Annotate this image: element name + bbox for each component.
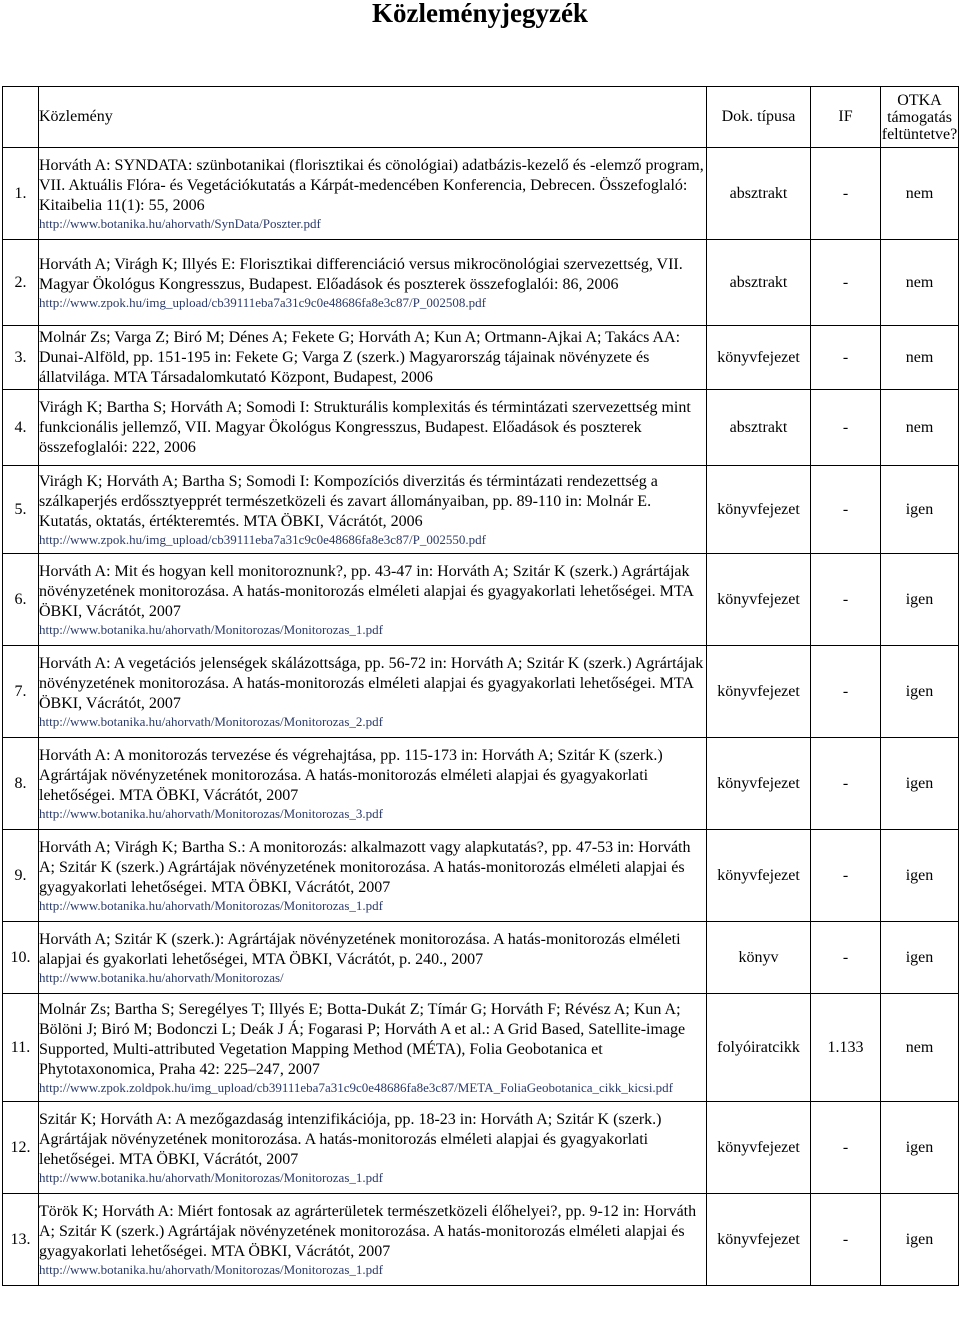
impact-factor-cell: - [811,738,881,830]
table-row [3,554,959,646]
impact-factor-cell: - [811,646,881,738]
publication-text: Virágh K; Bartha S; Horváth A; Somodi I: Strukturális komplexitás és términtázati szervezettség mint funkcionális jellemző, VII. Magyar Ökológus Kongresszus, Budapest. Előadások és poszterek összefoglalói: 222, 2006 [39,398,691,456]
otka-cell: nem [881,390,959,466]
header-publication: Közlemény [39,87,707,148]
impact-factor-cell: - [811,830,881,922]
row-number: 7. [3,646,39,738]
publication-link[interactable]: http://www.botanika.hu/ahorvath/Monitorozas/Monitorozas_1.pdf [39,621,383,637]
otka-cell: igen [881,1102,959,1194]
publication-cell [39,738,707,830]
header-num-cell [3,87,39,148]
table-row [3,466,959,554]
doc-type-cell: könyvfejezet [707,830,811,922]
publication-cell [39,994,707,1102]
table-row [3,830,959,922]
publication-cell [39,390,707,466]
otka-cell: igen [881,646,959,738]
impact-factor-cell: - [811,148,881,240]
publication-link[interactable]: http://www.zpok.hu/img_upload/cb39111eba7a31c9c0e48686fa8e3c87/P_002550.pdf [39,531,486,547]
table-row [3,240,959,326]
header-otka: OTKA támogatás feltüntetve? [881,87,959,148]
impact-factor-cell: - [811,240,881,326]
row-number: 13. [3,1194,39,1286]
impact-factor-cell: - [811,326,881,390]
header-if: IF [811,87,881,148]
doc-type-cell: könyvfejezet [707,646,811,738]
publication-text: Horváth A; Virágh K; Illyés E: Florisztikai differenciáció versus mikrocönológiai szervezettség, VII. Magyar Ökológus Kongresszus, Budapest. Előadások és poszterek összefoglalói: 86, 2006 [39,255,683,293]
impact-factor-cell: - [811,390,881,466]
impact-factor-cell: - [811,554,881,646]
publication-text: Virágh K; Horváth A; Bartha S; Somodi I: Kompozíciós diverzitás és términtázati rendezettség a szálkaperjés erdőssztyepprét természetközeli és zavart állományaiban, pp. 89-110 in: Molnár E. Kutatás, oktatás, értékteremtés. MTA ÖBKI, Vácrátót, 2006 [39,472,658,530]
row-number: 6. [3,554,39,646]
otka-cell: nem [881,148,959,240]
row-number: 1. [3,148,39,240]
doc-type-cell: absztrakt [707,148,811,240]
table-row [3,646,959,738]
publication-text: Horváth A: A vegetációs jelenségek skálázottsága, pp. 56-72 in: Horváth A; Szitár K (szerk.) Agrártájak növényzetének monitorozása. A hatás-monitorozás elméleti alapjai és gyagyakorlati lehetőségei. MTA ÖBKI, Vácrátót, 2007 [39,654,704,712]
publication-link[interactable]: http://www.botanika.hu/ahorvath/Monitorozas/Monitorozas_2.pdf [39,713,383,729]
publication-text: Horváth A; Virágh K; Bartha S.: A monitorozás: alkalmazott vagy alapkutatás?, pp. 47-53 in: Horváth A; Szitár K (szerk.) Agrártájak növényzetének monitorozása. A hatás-monitorozás elméleti alapjai és gyagyakorlati lehetőségei. MTA ÖBKI, Vácrátót, 2007 [39,838,691,896]
header-doc-type: Dok. típusa [707,87,811,148]
publication-text: Molnár Zs; Bartha S; Seregélyes T; Illyés E; Botta-Dukát Z; Tímár G; Horváth F; Révész A; Kun A; Bölöni J; Biró M; Bodonczi L; Deák J Á; Fogarasi P; Horváth A et al.: A Grid Based, Satellite-image Supported, Multi-attributed Vegetation Mapping Method (MÉTA), Folia Geobotanica et Phytotaxonomica, Praha 42: 225–247, 2007 [39,1000,686,1078]
impact-factor-cell: - [811,1194,881,1286]
row-number: 5. [3,466,39,554]
impact-factor-cell: - [811,922,881,994]
publication-cell [39,646,707,738]
otka-cell: nem [881,326,959,390]
row-number: 8. [3,738,39,830]
table-row [3,390,959,466]
publication-cell [39,1194,707,1286]
publication-text: Szitár K; Horváth A: A mezőgazdaság intenzifikációja, pp. 18-23 in: Horváth A; Szitár K (szerk.) Agrártájak növényzetének monitorozása. A hatás-monitorozás elméleti alapjai és gyagyakorlati lehetőségei. MTA ÖBKI, Vácrátót, 2007 [39,1110,662,1168]
publication-link[interactable]: http://www.zpok.hu/img_upload/cb39111eba7a31c9c0e48686fa8e3c87/P_002508.pdf [39,294,486,310]
otka-cell: igen [881,1194,959,1286]
publication-text: Molnár Zs; Varga Z; Biró M; Dénes A; Fekete G; Horváth A; Kun A; Ortmann-Ajkai A; Takács AA: Dunai-Alföld, pp. 151-195 in: Fekete G; Varga Z (szerk.) Magyarország tájainak növényzete és állatvilága. MTA Társadalomkutató Központ, Budapest, 2006 [39,328,681,386]
doc-type-cell: könyvfejezet [707,738,811,830]
row-number: 12. [3,1102,39,1194]
publication-text: Horváth A; Szitár K (szerk.): Agrártájak növényzetének monitorozása. A hatás-monitorozás elméleti alapjai és gyakorlati lehetőségei, MTA ÖBKI, Vácrátót, p. 240., 2007 [39,930,681,968]
publication-link[interactable]: http://www.botanika.hu/ahorvath/Monitorozas/Monitorozas_1.pdf [39,1169,383,1185]
table-row [3,148,959,240]
page-title: Közleményjegyzék [372,0,588,28]
publication-link[interactable]: http://www.zpok.zoldpok.hu/img_upload/cb39111eba7a31c9c0e48686fa8e3c87/META_FoliaGeobotanica_cikk_kicsi.pdf [39,1079,674,1095]
table-header-row [3,87,959,148]
publication-text: Horváth A: Mit és hogyan kell monitoroznunk?, pp. 43-47 in: Horváth A; Szitár K (szerk.) Agrártájak növényzetének monitorozása. A hatás-monitorozás elméleti alapjai és gyagyakorlati lehetőségei. MTA ÖBKI, Vácrátót, 2007 [39,562,694,620]
publication-link[interactable]: http://www.botanika.hu/ahorvath/Monitorozas/ [39,969,284,985]
doc-type-cell: könyvfejezet [707,554,811,646]
publication-cell [39,148,707,240]
publication-cell [39,1102,707,1194]
row-number: 9. [3,830,39,922]
publication-text: Horváth A: A monitorozás tervezése és végrehajtása, pp. 115-173 in: Horváth A; Szitár K (szerk.) Agrártájak növényzetének monitorozása. A hatás-monitorozás elméleti alapjai és gyagyakorlati lehetőségei. MTA ÖBKI, Vácrátót, 2007 [39,746,663,804]
impact-factor-cell: - [811,1102,881,1194]
publication-cell [39,326,707,390]
row-number: 10. [3,922,39,994]
publication-text: Horváth A: SYNDATA: szünbotanikai (florisztikai és cönológiai) adatbázis-kezelő és -elemző program, VII. Aktuális Flóra- és Vegetációkutatás a Kárpát-medencében Konferencia, Debrecen. Összefoglaló: Kitaibelia 11(1): 55, 2006 [39,156,704,214]
publication-link[interactable]: http://www.botanika.hu/ahorvath/Monitorozas/Monitorozas_1.pdf [39,1261,383,1277]
table-row [3,1102,959,1194]
doc-type-cell: könyvfejezet [707,1102,811,1194]
table-row [3,326,959,390]
otka-cell: igen [881,466,959,554]
otka-cell: igen [881,738,959,830]
impact-factor-cell: - [811,466,881,554]
table-row [3,738,959,830]
table-row [3,994,959,1102]
publication-cell [39,830,707,922]
row-number: 4. [3,390,39,466]
doc-type-cell: folyóiratcikk [707,994,811,1102]
publication-link[interactable]: http://www.botanika.hu/ahorvath/Monitorozas/Monitorozas_1.pdf [39,897,383,913]
otka-cell: igen [881,554,959,646]
doc-type-cell: absztrakt [707,240,811,326]
otka-cell: igen [881,922,959,994]
publication-link[interactable]: http://www.botanika.hu/ahorvath/Monitorozas/Monitorozas_3.pdf [39,805,383,821]
publication-cell [39,922,707,994]
doc-type-cell: könyvfejezet [707,1194,811,1286]
otka-cell: igen [881,830,959,922]
publication-cell [39,240,707,326]
doc-type-cell: könyvfejezet [707,326,811,390]
publication-text: Török K; Horváth A: Miért fontosak az agrárterületek természetközeli élőhelyei?, pp. 9-12 in: Horváth A; Szitár K (szerk.) Agrártájak növényzetének monitorozása. A hatás-monitorozás elméleti alapjai és gyagyakorlati lehetőségei. MTA ÖBKI, Vácrátót, 2007 [39,1202,697,1260]
row-number: 3. [3,326,39,390]
doc-type-cell: könyv [707,922,811,994]
publication-cell [39,554,707,646]
table-row [3,1194,959,1286]
row-number: 2. [3,240,39,326]
doc-type-cell: absztrakt [707,390,811,466]
impact-factor-cell: 1.133 [811,994,881,1102]
publication-link[interactable]: http://www.botanika.hu/ahorvath/SynData/Poszter.pdf [39,215,321,231]
publication-table [2,86,959,1286]
otka-cell: nem [881,240,959,326]
row-number: 11. [3,994,39,1102]
publication-cell [39,466,707,554]
doc-type-cell: könyvfejezet [707,466,811,554]
otka-cell: nem [881,994,959,1102]
table-row [3,922,959,994]
